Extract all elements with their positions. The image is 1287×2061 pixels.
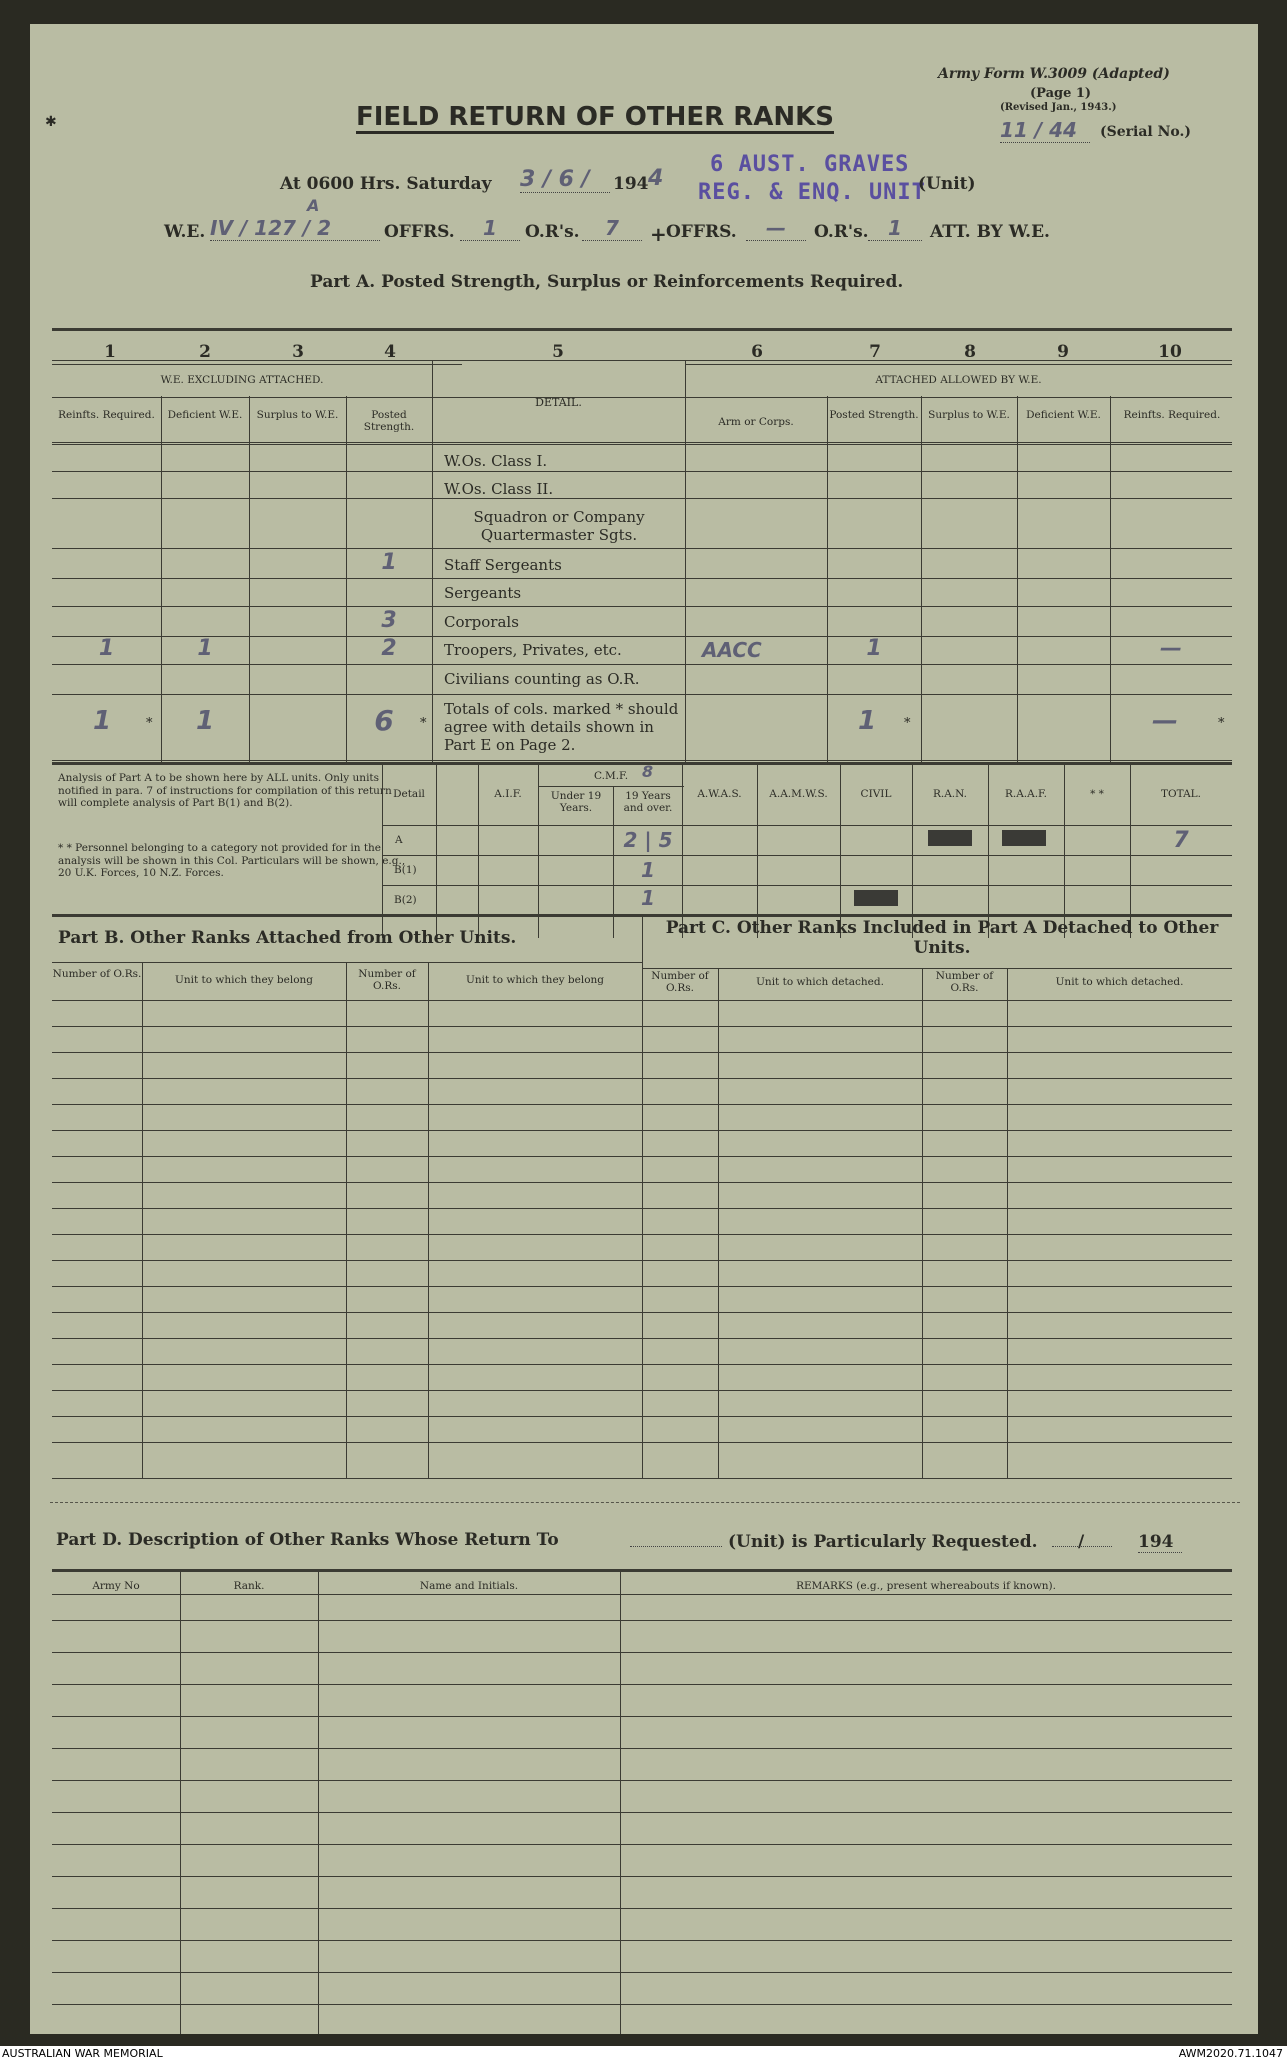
detail-qm-sgts: Squadron or Company Quartermaster Sgts. (473, 508, 645, 544)
part-b-unit-header-1: Unit to which they belong (174, 974, 314, 986)
analysis-a-over-19: 2 | 5 (623, 828, 673, 852)
analysis-row-b1: B(1) (394, 864, 417, 876)
blocked-cell-ran (928, 830, 972, 846)
serial-number-label: (Serial No.) (1100, 124, 1191, 140)
analysis-under-19-header: Under 19 Years. (550, 790, 602, 814)
offrs-att-value: — (746, 216, 806, 241)
year-label: 194 (613, 174, 649, 194)
part-c-unit-header-2: Unit to which detached. (1055, 976, 1184, 988)
total-reinfts-att-star: * (1218, 716, 1225, 731)
privates-posted: 2 (381, 636, 397, 661)
analysis-note-1: Analysis of Part A to be shown here by ALL units. Only units notified in para. 7 of instructions for compilation of this return will complete analysis of Part B(1) and B(2). (58, 772, 392, 809)
detail-header: DETAIL. (535, 396, 582, 409)
part-d-name-header: Name and Initials. (419, 1580, 519, 1592)
total-posted: 6 (374, 704, 394, 737)
plus-sign: + (650, 222, 667, 246)
footer-bar (0, 2046, 1287, 2061)
offrs-label: OFFRS. (384, 222, 455, 242)
total-reinfts: 1 (92, 706, 112, 736)
header-reinfts-required-att: Reinfts. Required. (1123, 409, 1221, 421)
header-posted-strength-att: Posted Strength. (829, 409, 919, 421)
col-number-6: 6 (751, 342, 763, 362)
part-b-unit-header-2: Unit to which they belong (465, 974, 605, 986)
part-c-number-header-2: Number of O.Rs. (935, 970, 994, 994)
we-value: IV / 127 / 2 (210, 216, 380, 241)
analysis-awas-header: A.W.A.S. (697, 788, 742, 800)
total-reinfts-star: * (146, 716, 153, 731)
total-posted-att-star: * (904, 716, 911, 731)
part-b-number-header-1: Number of O.Rs. (52, 968, 142, 980)
part-b-title: Part B. Other Ranks Attached from Other Units. (58, 928, 517, 948)
col-number-2: 2 (199, 342, 211, 362)
part-c-unit-header-1: Unit to which detached. (756, 976, 884, 988)
detail-troopers-privates: Troopers, Privates, etc. (444, 641, 622, 659)
analysis-ran-header: R.A.N. (932, 788, 968, 800)
detail-wos-class-1: W.Os. Class I. (444, 452, 548, 470)
total-posted-star: * (420, 716, 427, 731)
unit-stamp-line-2: REG. & ENQ. UNIT (698, 180, 926, 205)
detail-wos-class-2: W.Os. Class II. (444, 480, 554, 498)
revised-date: (Revised Jan., 1943.) (1000, 102, 1117, 113)
total-deficient: 1 (195, 706, 215, 736)
detail-totals: Totals of cols. marked * should agree with details shown in Part E on Page 2. (444, 700, 679, 754)
col-number-3: 3 (292, 342, 304, 362)
detail-corporals: Corporals (444, 613, 519, 631)
part-d-title: Part D. Description of Other Ranks Whose Return To (56, 1530, 559, 1550)
part-d-remarks-header: REMARKS (e.g., present whereabouts if known). (796, 1580, 1056, 1592)
col-number-4: 4 (384, 342, 396, 362)
unit-stamp-line-1: 6 AUST. GRAVES (710, 152, 910, 177)
part-d-unit-blank (630, 1546, 722, 1547)
header-surplus-to-we-att: Surplus to W.E. (928, 409, 1010, 421)
analysis-row-a: A (395, 834, 403, 846)
privates-reinfts: 1 (98, 636, 115, 661)
analysis-b2-over-19: 1 (641, 886, 655, 910)
total-posted-att: 1 (857, 706, 877, 736)
privates-posted-att: 1 (866, 636, 882, 661)
page-number: (Page 1) (1030, 86, 1092, 101)
part-d-unit-text: (Unit) is Particularly Requested. (728, 1532, 1038, 1552)
offrs-value: 1 (460, 216, 520, 241)
serial-number-value: 11 / 44 (1000, 118, 1090, 143)
detail-civilians: Civilians counting as O.R. (444, 670, 640, 688)
ors-value: 7 (582, 216, 642, 241)
header-deficient-we-att: Deficient W.E. (1026, 409, 1101, 421)
part-c-title: Part C. Other Ranks Included in Part A Detached to Other Units. (665, 918, 1219, 958)
part-a-title: Part A. Posted Strength, Surplus or Reinforcements Required. (310, 272, 904, 292)
col-number-10: 10 (1158, 342, 1182, 362)
part-d-rank-header: Rank. (233, 1580, 265, 1592)
part-c-number-header-1: Number of O.Rs. (651, 970, 709, 994)
header-surplus-to-we: Surplus to W.E. (256, 409, 339, 421)
analysis-cmf-handwritten: 8 (642, 762, 654, 781)
corporals-posted: 3 (381, 608, 397, 633)
group-attached-allowed: ATTACHED ALLOWED BY W.E. (875, 374, 1042, 386)
we-superscript: A (307, 196, 320, 215)
at-hours-label: At 0600 Hrs. Saturday (280, 174, 492, 194)
unit-label: (Unit) (918, 174, 976, 194)
analysis-aif-header: A.I.F. (494, 788, 522, 800)
form-paper (30, 24, 1258, 2034)
privates-deficient: 1 (197, 636, 213, 661)
analysis-note-2: * * Personnel belonging to a category not provided for in the analysis will be shown in this Col. Particulars will be shown, e.g., 20 U.K. Forces, 10 N.Z. Forces. (58, 842, 406, 879)
part-b-number-header-2: Number of O.Rs. (358, 968, 416, 992)
footer-left: AUSTRALIAN WAR MEMORIAL (2, 2047, 163, 2060)
detail-sergeants: Sergeants (444, 584, 522, 602)
att-by-we-label: ATT. BY W.E. (930, 222, 1050, 242)
punch-mark-icon: ✱ (45, 114, 57, 130)
blocked-cell-civil (854, 890, 898, 906)
ors-att-label: O.R's. (814, 222, 869, 242)
analysis-other-header: * * (1090, 788, 1104, 800)
header-reinfts-required: Reinfts. Required. (58, 409, 155, 421)
group-we-excluding-attached: W.E. EXCLUDING ATTACHED. (160, 374, 324, 386)
analysis-b1-over-19: 1 (641, 858, 655, 882)
col-number-5: 5 (552, 342, 564, 362)
staff-sergeants-posted: 1 (381, 550, 397, 575)
page-title: FIELD RETURN OF OTHER RANKS (356, 102, 834, 132)
col-number-8: 8 (964, 342, 976, 362)
total-reinfts-att: — (1152, 706, 1178, 736)
privates-reinfts-att: — (1160, 636, 1182, 661)
header-deficient-we: Deficient W.E. (167, 409, 243, 421)
analysis-row-b2: B(2) (394, 894, 417, 906)
analysis-aamws-header: A.A.M.W.S. (769, 788, 828, 800)
return-date: 3 / 6 / (520, 167, 610, 193)
we-label: W.E. (164, 222, 206, 242)
year-digit: 4 (648, 166, 664, 191)
analysis-total-header: TOTAL. (1161, 788, 1201, 800)
col-number-1: 1 (104, 342, 116, 362)
col-number-9: 9 (1057, 342, 1069, 362)
privates-arm-corps: AACC (702, 638, 762, 662)
ors-att-value: 1 (868, 216, 922, 241)
analysis-over-19-header: 19 Years and over. (623, 790, 673, 814)
analysis-detail-header: Detail (393, 788, 425, 800)
footer-right: AWM2020.71.1047 (1178, 2047, 1283, 2060)
header-posted-strength: Posted Strength. (363, 409, 415, 433)
part-d-year: 194 (1138, 1532, 1182, 1553)
ors-label: O.R's. (525, 222, 580, 242)
detail-staff-sergeants: Staff Sergeants (444, 556, 562, 574)
analysis-raaf-header: R.A.A.F. (1004, 788, 1048, 800)
offrs-att-label: OFFRS. (666, 222, 737, 242)
col-number-7: 7 (869, 342, 881, 362)
blocked-cell-raaf (1002, 830, 1046, 846)
header-arm-or-corps: Arm or Corps. (718, 416, 794, 428)
analysis-cmf-header: C.M.F. (593, 770, 629, 782)
part-d-army-no-header: Army No (92, 1580, 140, 1592)
form-id: Army Form W.3009 (Adapted) (938, 66, 1170, 82)
analysis-civil-header: CIVIL (860, 788, 892, 800)
part-d-date-slash: / (1078, 1532, 1085, 1552)
analysis-a-total: 7 (1173, 828, 1189, 853)
